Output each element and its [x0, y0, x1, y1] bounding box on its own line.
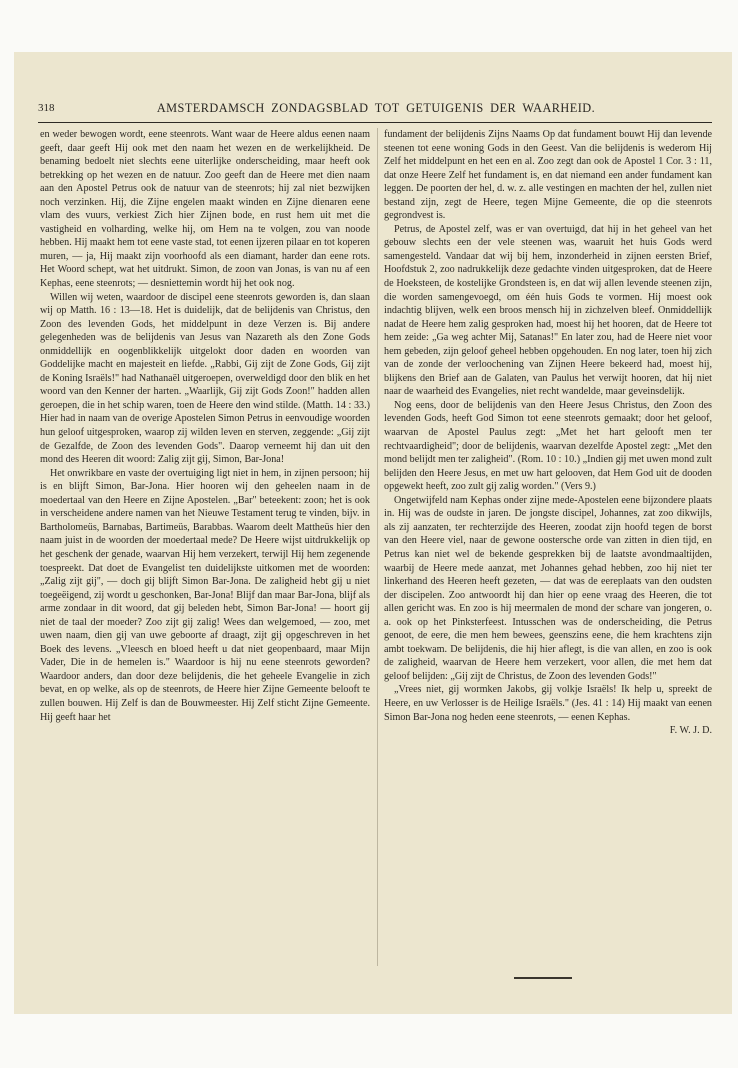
- paragraph: Nog eens, door de belijdenis van den Heere Jesus Christus, den Zoon des levenden Gods, heeft God Simon tot eene steenrots gemaakt; door het geloof, waarvan de Apostel Paulus zegt: „Met het hart gelooft men ter rechtvaardigheid"; door de belijdenis, waarvan dezelfde Apostel zegt: „Met den mond belijdt men ter zaligheid". (Rom. 10 : 10.) „Indien gij met uwen mond zult belijden den Heere Jesus, en met uw hart gelooven, dat Hem God uit de dooden opgewekt heeft, zoo zult gij zalig worden." (Vers 9.): [384, 399, 712, 493]
- column-divider: [377, 128, 378, 966]
- author-signature: F. W. J. D.: [669, 725, 712, 737]
- paragraph: Willen wij weten, waardoor de discipel eene steenrots geworden is, dan slaan wij op Matth. 16 : 13—18. Het is duidelijk, dat de belijdenis van Christus, den Zoon des levenden Gods, het middelpunt in deze Verzen is. Bij andere gelegenheden was de belijdenis van Jesus van Nazareth als den Zone Gods onmiddellijk en oogenblikkelijk uitgelokt door daden en woorden van Goddelijke macht en majesteit en liefde. „Rabbi, Gij zijt de Zone Gods, Gij zijt de Koning Israëls!" had Nathanaël uitgeroepen, overweldigd door den blik en het woord van den Kenner der harten. „Waarlijk, Gij zijt Gods Zoon!" hadden allen geroepen, die in het schip waren, toen de Heere den wind stilde. (Matth. 14 : 33.) Hier had in naam van de overige Apostelen Simon Petrus in eenvoudige woorden hun geloof uitgesproken, waarop zij wilden leven en sterven, zeggende: „Gij zijt de Gezalfde, de Zoon des levenden Gods". Daarop verneemt hij dan uit den mond des Heeren dit woord: Zalig zijt gij, Simon, Bar-Jona!: [40, 291, 370, 466]
- paragraph: „Vrees niet, gij wormken Jakobs, gij volkje Israëls! Ik help u, spreekt de Heere, en uw Verlosser is de Heilige Israëls." (Jes. 41 : 14) Hij maakt van eenen Simon Bar-Jona nog heden eene steenrots, — eenen Kephas.: [384, 684, 712, 723]
- paragraph: Ongetwijfeld nam Kephas onder zijne mede-Apostelen eene bijzondere plaats in. Hij was de oudste in jaren. De jongste discipel, Johannes, zat zoo dikwijls, als zij aanzaten, ter rechterzijde des Heeren, zoodat zijn hoofd tegen de borst van den Heere viel, naar de gewone oostersche orde van zitten in dien tijd, en Petrus kan niet wel de bekende gesprekken bij de laatste avondmaaltijden, waarbij de Heere mede aanzat, met Johannes gehad hebben, zoo hij niet ter linkerhand des Heeren heeft gezeten, — dat was de eereplaats van den oudsten der discipelen. Zoo antwoordt hij dan hier op eene vraag des Heeren, die tot allen gericht was. En zoo is hij meermalen de mond der schare van jongeren, o. a. ook op het Pinksterfeest. Intusschen was de onderscheiding, die Petrus genoot, de eere, die men hem bewees, geenszins eene, die hem krachtens zijn ambt toekwam. De belijdenis, die hij hier aflegt, is die van allen, en zoo is ook de zaligheid, waarvan de Heere hem verzekert, voor allen, die met hem dat geloof belijden: „Gij zijt de Christus, de Zoon des levenden Gods!": [384, 494, 712, 682]
- paragraph: en weder bewogen wordt, eene steenrots. Want waar de Heere aldus eenen naam geeft, daar geeft Hij ook met den naam het wezen en de werkelijkheid. De benaming bedoelt niet slechts eene uiterlijke onderscheiding, maar heeft ook betrekking op het wezen en de natuur. Zoo geeft dan de Heere met dien naam aan den Apostel Petrus ook de natuur van de steenrots; hij zal niet bezwijken noch verzinken. Hij, die Zijne engelen maakt winden en Zijne dienaren eene vlam des vuurs, verkiest Zich hier Zijnen bode, en rust hem uit met die vastigheid en volharding, welke hij, om Hem na te volgen, zou van noode hebben. Hij maakt hem tot eene vaste stad, tot eenen ijzeren pilaar en tot koperen muren, — ja, Hij maakt zijn voorhoofd als een diamant, harder dan eene rots. Het Woord schept, wat het uitdrukt. Simon, de zoon van Jonas, is van nu af een Kephas, eene steenrots; — desniettemin wordt hij het ook nog.: [40, 129, 370, 290]
- header-rule: [38, 122, 712, 123]
- page-number: 318: [38, 102, 55, 114]
- page-sheet: [14, 52, 732, 1014]
- running-title: AMSTERDAMSCH ZONDAGSBLAD TOT GETUIGENIS DER WAARHEID.: [156, 101, 596, 115]
- paragraph: Petrus, de Apostel zelf, was er van overtuigd, dat hij in het geheel van het gebouw slechts een der vele steenen was, waaruit het huis Gods werd samengesteld. Vandaar dat wij bij hem, inzonderheid in zijnen eersten Brief, Hoofdstuk 2, zoo nadrukkelijk deze gedachte vinden uitgesproken, dat de Heere de Hoeksteen, de kostelijke Grondsteen is, en dat wij allen levende steenen zijn, die worden samengevoegd, om één huis Gods te vormen. Hij moest ook indachtig blijven, welk een broos mensch hij in zichzelven bleef. Onmiddellijk nadat de Heere hem zalig gesproken had, moest hij het hooren, dat de Heere tot hem zeide: „Ga weg achter Mij, Satanas!" En later zou, had de Heere niet voor hem gebeden, zijn geloof geheel hebben opgehouden. En nog later, toen hij zich van de zonde der verloochening van Zijnen Heere bekeerd had, moest hij, blijkens den Brief aan de Galaten, van Paulus het verwijt hooren, dat hij niet naar de waarheid des Evangelies, niet recht wandelde, maar geveinsdelijk.: [384, 223, 712, 398]
- page-header: [38, 102, 714, 118]
- paragraph: fundament der belijdenis Zijns Naams Op dat fundament bouwt Hij dan levende steenen tot eene woning Gods in den Geest. Van die belijdenis is wederom Hij Zelf het middelpunt en het een en al. Zoo zegt dan ook de Apostel 1 Cor. 3 : 11, dat onze Heere Zelf het fundament is, en dat niemand een ander fundament kan leggen. De poorten der hel, d. w. z. alle vestingen en machten der hel, zullen niet bestand zijn, zegt de Heere, tegen Mijne Gemeente, die op die steenrots gegrondvest is.: [384, 129, 712, 222]
- end-ornament-rule: [514, 976, 572, 980]
- paragraph: Het onwrikbare en vaste der overtuiging ligt niet in hem, in zijnen persoon; hij is en blijft Simon, Bar-Jona. Hier hooren wij den geheelen naam in de moedertaal van den Heere en Zijne Apostelen. „Bar" beteekent: zoon; het is ook in verscheidene andere namen van het Nieuwe Testament terug te vinden, bijv. in Bartholomeüs, Barnabas, Bartimeüs, Barabbas. Waarom deelt Mattheüs hier den naam juist in de woorden der moedertaal mede? De Heere wijst uitdrukkelijk op het geschenk der genade, waarvan Hij hem verzekert, terwijl Hij hem zegenende toespreekt. Dat doet de Evangelist ten duidelijkste uitkomen met de woorden: „Zalig zijt gij", — doch gij blijft Simon Bar-Jona. De zaligheid hebt gij u niet toegeëigend, zij wordt u geschonken, Bar-Jona! Blijf dan maar Bar-Jona, blijf als arme zondaar in dit woord, dat gij beleden hebt, Simon Bar-Jona! — hoort gij niet de taal der moeder? Zoo zijt gij zalig! Wees dan welgemoed, — zoo, met uwen naam, dien gij van uwe geboorte af draagt, zijt gij opgeschreven in het Boek des levens. „Vleesch en bloed heeft u dat niet geopenbaard, maar Mijn Vader, Die in de hemelen is." Waardoor is hij nu eene steenrots geworden? Waardoor anders, dan door deze belijdenis, die het geheele Evangelie in zich bevat, en op welke, als op de steenrots, de Heere hier Zijne Gemeente belooft te zullen bouwen. Hij Zelf is dan de Bouwmeester. Hij Zelf sticht Zijne Gemeente. Hij geeft haar het: [40, 467, 370, 723]
- right-column: [384, 128, 712, 958]
- left-column: [40, 128, 370, 958]
